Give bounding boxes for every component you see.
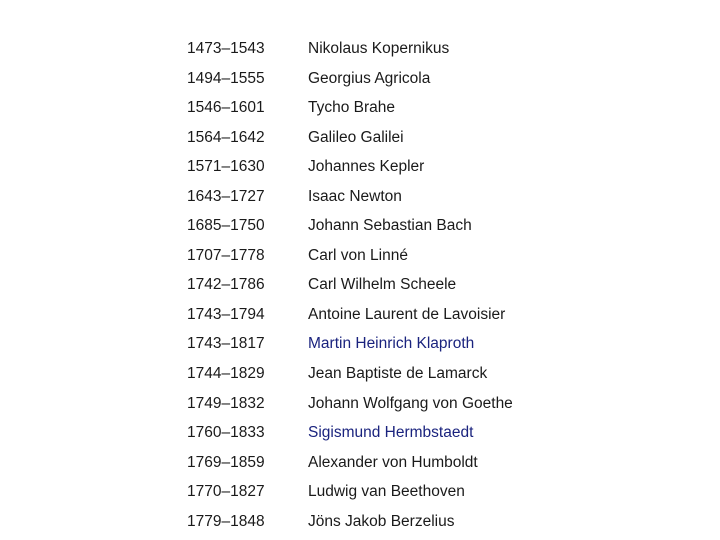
- life-years: 1564–1642: [187, 128, 265, 146]
- life-years: 1743–1794: [187, 305, 265, 323]
- timeline-row: [0, 241, 720, 271]
- life-years: 1571–1630: [187, 158, 265, 176]
- timeline-row: [0, 123, 720, 153]
- timeline-row: [0, 64, 720, 94]
- life-years: 1707–1778: [187, 246, 265, 264]
- life-years: 1743–1817: [187, 335, 265, 353]
- timeline-row: [0, 300, 720, 330]
- person-name: Johann Wolfgang von Goethe: [308, 394, 513, 412]
- life-years: 1749–1832: [187, 394, 265, 412]
- timeline-row: [0, 182, 720, 212]
- timeline-row: [0, 152, 720, 182]
- timeline-list: [0, 34, 720, 536]
- person-name: Ludwig van Beethoven: [308, 483, 465, 501]
- person-name: Carl Wilhelm Scheele: [308, 276, 457, 294]
- person-name: Sigismund Hermbstaedt: [308, 424, 474, 442]
- life-years: 1494–1555: [187, 69, 265, 87]
- person-name: Martin Heinrich Klaproth: [308, 335, 475, 353]
- person-name: Alexander von Humboldt: [308, 453, 478, 471]
- timeline-row: [0, 448, 720, 478]
- life-years: 1685–1750: [187, 217, 265, 235]
- timeline-row: [0, 34, 720, 64]
- timeline-row: [0, 211, 720, 241]
- timeline-row: [0, 359, 720, 389]
- person-name: Georgius Agricola: [308, 69, 431, 87]
- life-years: 1742–1786: [187, 276, 265, 294]
- person-name: Jean Baptiste de Lamarck: [308, 365, 488, 383]
- timeline-row: [0, 389, 720, 419]
- person-name: Galileo Galilei: [308, 128, 404, 146]
- person-name: Johann Sebastian Bach: [308, 217, 472, 235]
- life-years: 1769–1859: [187, 453, 265, 471]
- life-years: 1744–1829: [187, 365, 265, 383]
- timeline-row: [0, 93, 720, 123]
- timeline-row: [0, 418, 720, 448]
- life-years: 1473–1543: [187, 40, 265, 57]
- person-name: Carl von Linné: [308, 246, 408, 264]
- life-years: 1770–1827: [187, 483, 265, 501]
- person-name: Tycho Brahe: [308, 99, 396, 117]
- life-years: 1779–1848: [187, 512, 265, 530]
- person-name: Johannes Kepler: [308, 158, 425, 176]
- life-years: 1643–1727: [187, 187, 265, 205]
- person-name: Antoine Laurent de Lavoisier: [308, 305, 506, 323]
- timeline-row: [0, 329, 720, 359]
- person-name: Jöns Jakob Berzelius: [308, 512, 455, 530]
- timeline-row: [0, 270, 720, 300]
- life-years: 1760–1833: [187, 424, 265, 442]
- person-name: Isaac Newton: [308, 187, 402, 205]
- timeline-row: [0, 507, 720, 537]
- timeline-row: [0, 477, 720, 507]
- life-years: 1546–1601: [187, 99, 265, 117]
- person-name: Nikolaus Kopernikus: [308, 40, 450, 57]
